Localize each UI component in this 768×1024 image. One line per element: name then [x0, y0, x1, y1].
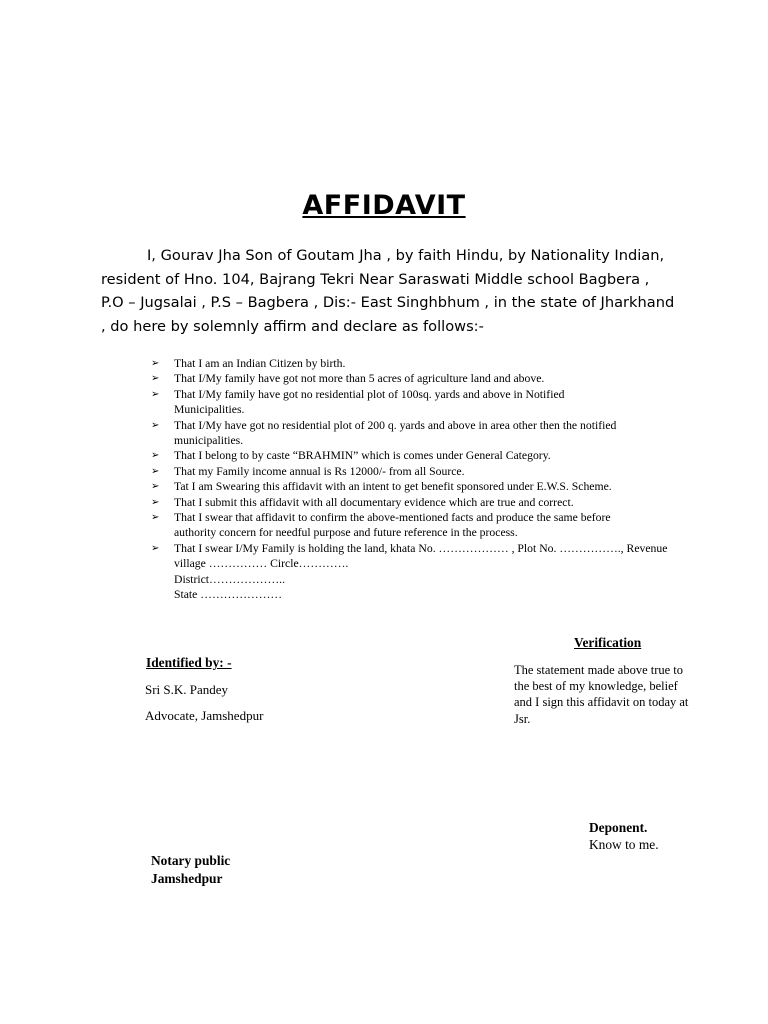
notary-location: Jamshedpur — [151, 871, 223, 886]
declaration-text: authority concern for needful purpose and future reference in the process. — [174, 526, 518, 540]
declaration-text: That I am an Indian Citizen by birth. — [174, 357, 346, 370]
verification-statement — [514, 662, 729, 727]
bullet-arrow-icon: ➢ — [151, 512, 160, 524]
declaration-item — [150, 541, 710, 603]
declaration-item — [150, 495, 710, 510]
bullet-arrow-icon: ➢ — [151, 419, 160, 431]
declaration-text: That my Family income annual is Rs 12000/- from all Source. — [174, 464, 465, 478]
declaration-text: District……………….. — [174, 572, 286, 586]
declaration-text: That I/My have got no residential plot of 200 q. yards and above in area other then the notified — [174, 418, 617, 432]
notary-title: Notary public — [151, 853, 231, 868]
bullet-arrow-icon: ➢ — [151, 388, 160, 400]
verification-line: The statement made above true to — [514, 663, 684, 677]
bullet-arrow-icon: ➢ — [151, 481, 160, 493]
intro-line: , do here by solemnly affirm and declare as follows:- — [101, 318, 484, 336]
verification-heading: Verification — [574, 635, 642, 650]
advocate-designation: Advocate, Jamshedpur — [145, 708, 264, 723]
intro-line: P.O – Jugsalai , P.S – Bagbera , Dis:- East Singhbhum , in the state of Jharkhand — [101, 294, 675, 312]
declaration-item — [150, 510, 710, 541]
bullet-arrow-icon: ➢ — [151, 450, 160, 462]
declaration-text: That I/My family have got no residential plot of 100sq. yards and above in Notified — [174, 387, 565, 401]
declaration-text: Municipalities. — [174, 403, 245, 417]
declaration-item — [150, 418, 710, 449]
declaration-item — [150, 464, 710, 479]
declaration-item — [150, 371, 710, 386]
declaration-text: That I/My family have got not more than 5 acres of agriculture land and above. — [174, 372, 545, 386]
intro-paragraph — [101, 244, 699, 339]
declaration-text: municipalities. — [174, 434, 244, 448]
bullet-arrow-icon: ➢ — [151, 373, 160, 385]
declaration-text: That I submit this affidavit with all documentary evidence which are true and correct. — [174, 495, 574, 509]
intro-line: I, Gourav Jha Son of Goutam Jha , by faith Hindu, by Nationality Indian, — [147, 247, 665, 264]
declaration-text: Tat I am Swearing this affidavit with an intent to get benefit sponsored under E.W.S. Scheme. — [174, 480, 612, 494]
known-to-me: Know to me. — [589, 837, 659, 852]
declaration-text: That I swear that affidavit to confirm the above-mentioned facts and produce the same before — [174, 511, 611, 525]
bullet-arrow-icon: ➢ — [151, 358, 160, 369]
identified-by-heading: Identified by: - — [146, 655, 232, 670]
verification-line: the best of my knowledge, belief — [514, 679, 678, 694]
bullet-arrow-icon: ➢ — [151, 496, 160, 508]
declaration-item — [150, 356, 710, 371]
declaration-text: That I belong to by caste “BRAHMIN” which is comes under General Category. — [174, 449, 551, 463]
declaration-item — [150, 448, 710, 463]
declaration-item — [150, 479, 710, 494]
deponent-label: Deponent. — [589, 820, 648, 835]
document-title: AFFIDAVIT — [302, 190, 466, 221]
declaration-item — [150, 387, 710, 418]
bullet-arrow-icon: ➢ — [151, 542, 160, 554]
declaration-text: State ………………… — [174, 588, 283, 602]
bullet-arrow-icon: ➢ — [151, 465, 160, 477]
verification-line: and I sign this affidavit on today at — [514, 695, 689, 710]
declaration-list — [150, 356, 710, 603]
declaration-text: village …………… Circle…………. — [174, 557, 349, 571]
verification-line: Jsr. — [514, 711, 531, 726]
intro-line: resident of Hno. 104, Bajrang Tekri Near Saraswati Middle school Bagbera , — [101, 270, 650, 288]
declaration-text: That I swear I/My Family is holding the land, khata No. ……………… , Plot No. ……………., Revenue — [174, 541, 668, 555]
advocate-name: Sri S.K. Pandey — [145, 682, 229, 697]
